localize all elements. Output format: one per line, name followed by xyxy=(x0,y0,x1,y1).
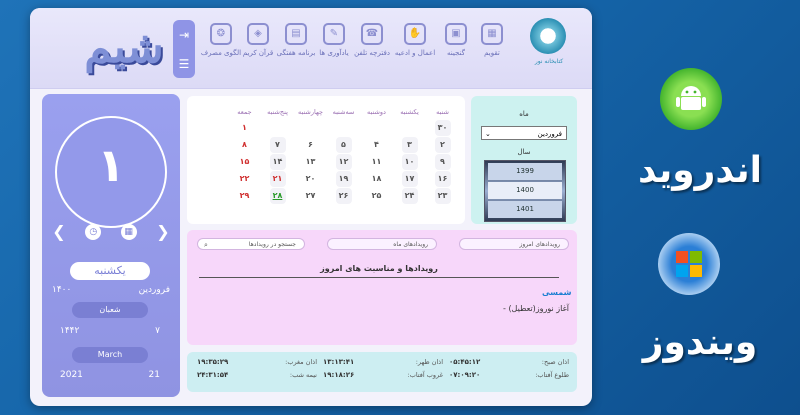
chevron-down-icon: ⌄ xyxy=(485,130,491,138)
weekly-icon: ▤ xyxy=(285,23,307,45)
calendar-day[interactable]: ۲۰ xyxy=(305,174,316,183)
calendar-day xyxy=(303,120,319,136)
calendar-day[interactable]: ۱۲ xyxy=(336,154,352,170)
events-panel xyxy=(187,230,577,345)
prayer-col-morning xyxy=(449,358,569,384)
calendar-day[interactable]: ۲۶ xyxy=(336,188,352,204)
prayer-icon: ✋ xyxy=(404,23,426,45)
calendar-day[interactable]: ۶ xyxy=(308,140,313,149)
solar-date: ۱۴۰۰ فروردین xyxy=(52,285,170,295)
calendar-day[interactable]: ۵ xyxy=(336,137,352,153)
toolbar-item-consumption[interactable]: ❂ الگوی مصرف xyxy=(202,23,240,57)
weekday-sun: یکشنبه xyxy=(400,108,419,116)
toolbar-item-phonebook[interactable]: ☎ دفترچه تلفن xyxy=(352,23,392,57)
windows-label: ویندوز xyxy=(642,322,758,363)
month-select[interactable]: ⌄ فروردین xyxy=(481,126,567,140)
brand-logo: شیم xyxy=(84,22,164,73)
toolbar-item-prayers[interactable]: ✋ اعمال و ادعیه xyxy=(392,23,438,57)
calendar-day[interactable]: ۲۲ xyxy=(239,174,250,183)
calendar-day[interactable]: ۱۵ xyxy=(239,157,250,166)
calendar-day xyxy=(270,120,286,136)
calendar-day[interactable]: ۲۳ xyxy=(435,188,451,204)
top-toolbar xyxy=(30,8,592,89)
weekday-thu: پنج‌شنبه xyxy=(267,108,288,116)
prayer-col-evening xyxy=(197,358,317,384)
toolbar-item-weekly[interactable]: ▤ برنامه هفتگی xyxy=(276,23,316,57)
year-option[interactable]: 1399 xyxy=(488,163,562,180)
weekday-wed: چهارشنبه xyxy=(298,108,323,116)
app-logo-text: کتابخانه نور xyxy=(534,58,564,65)
year-option-selected[interactable]: 1400 xyxy=(488,182,562,199)
consumption-icon: ❂ xyxy=(210,23,232,45)
calendar-day[interactable]: ۱۹ xyxy=(336,171,352,187)
window-controls xyxy=(173,20,195,78)
solar-badge: شمسی xyxy=(542,288,572,297)
calendar-day[interactable]: ۲۱ xyxy=(270,171,286,187)
calendar-day[interactable]: ۲ xyxy=(435,137,451,153)
reminder-icon: ✎ xyxy=(323,23,345,45)
prayer-col-noon xyxy=(323,358,443,384)
weekday-label: یکشنبه xyxy=(70,262,150,280)
month-calendar xyxy=(187,96,465,224)
android-label: اندروید xyxy=(637,150,763,191)
day-number: ۱ xyxy=(96,138,126,192)
weekday-fri: جمعه xyxy=(237,108,252,116)
year-option[interactable]: 1401 xyxy=(488,201,562,218)
tab-today-events[interactable]: رویدادهای امروز xyxy=(459,238,569,250)
calendar-day[interactable]: ۱۰ xyxy=(402,154,418,170)
search-icon: ⌕ xyxy=(204,241,208,249)
calendar-day[interactable]: ۱۶ xyxy=(435,171,451,187)
toolbar-item-reminders[interactable]: ✎ یادآوری ها xyxy=(316,23,352,57)
android-icon xyxy=(660,68,722,130)
calendar-day[interactable]: ۲۷ xyxy=(305,191,316,200)
event-tabs xyxy=(197,238,569,250)
today-panel xyxy=(42,94,180,397)
calendar-day[interactable]: ۲۸ xyxy=(270,188,286,204)
exit-icon[interactable]: ⇥ xyxy=(178,27,190,42)
today-icon[interactable]: ◷ xyxy=(85,224,101,240)
toolbar-item-calendar[interactable]: ▦ تقویم xyxy=(474,23,510,57)
chevron-left-icon[interactable]: ❮ xyxy=(52,222,66,241)
calendar-day[interactable]: ۱ xyxy=(242,123,247,132)
calendar-grid xyxy=(187,116,465,205)
calendar-day[interactable]: ۸ xyxy=(242,140,247,149)
treasure-icon: ▣ xyxy=(445,23,467,45)
hijri-month: شعبان xyxy=(72,302,148,318)
calendar-day[interactable]: ۲۵ xyxy=(371,191,382,200)
toolbar-item-treasure[interactable]: ▣ گنجینه xyxy=(438,23,474,57)
month-year-picker xyxy=(471,96,577,224)
year-list[interactable] xyxy=(484,160,566,222)
weekday-header xyxy=(187,96,465,116)
calendar-column xyxy=(261,120,294,205)
tab-month-events[interactable]: رویدادهای ماه xyxy=(327,238,437,250)
quran-icon: ◈ xyxy=(247,23,269,45)
chevron-right-icon[interactable]: ❯ xyxy=(156,222,170,241)
calendar-column xyxy=(393,120,426,205)
calendar-day[interactable]: ۷ xyxy=(270,137,286,153)
events-divider xyxy=(199,277,559,278)
calendar-day[interactable]: ۱۳ xyxy=(305,157,316,166)
calendar-day[interactable]: ۳۰ xyxy=(435,120,451,136)
calendar-day xyxy=(369,120,385,136)
prayer-row: اذان ظهر: ۱۳:۱۳:۴۱ xyxy=(323,358,443,366)
calendar-day[interactable]: ۱۴ xyxy=(270,154,286,170)
toolbar-menu xyxy=(202,23,510,57)
calendar-day[interactable]: ۴ xyxy=(374,140,379,149)
calendar-day xyxy=(336,120,352,136)
prayer-row: غروب آفتاب: ۱۹:۱۸:۲۶ xyxy=(323,371,443,379)
calendar-column xyxy=(294,120,327,205)
windows-icon xyxy=(658,233,720,295)
day-nav xyxy=(52,222,170,241)
toolbar-item-quran[interactable]: ◈ قرآن کریم xyxy=(240,23,276,57)
calendar-jump-icon[interactable]: ▦ xyxy=(121,224,137,240)
app-window xyxy=(30,8,592,406)
app-logo-icon xyxy=(530,18,566,54)
event-item: - آغاز نوروز(تعطیل) xyxy=(503,304,569,313)
calendar-day[interactable]: ۹ xyxy=(435,154,451,170)
weekday-tue: سه‌شنبه xyxy=(332,108,355,116)
prayer-row: اذان صبح: ۰۵:۴۵:۱۲ xyxy=(449,358,569,366)
phonebook-icon: ☎ xyxy=(361,23,383,45)
prayer-row: طلوع آفتاب: ۰۷:۰۹:۲۰ xyxy=(449,371,569,379)
calendar-column xyxy=(426,120,459,205)
calendar-day[interactable]: ۳ xyxy=(402,137,418,153)
hijri-date: ۱۴۴۲ ۷ xyxy=(60,326,160,336)
calendar-day[interactable]: ۱۸ xyxy=(371,174,382,183)
event-search-input[interactable]: ⌕ جستجو در رویدادها xyxy=(197,238,305,250)
calendar-day[interactable]: ۲۴ xyxy=(402,188,418,204)
calendar-column xyxy=(360,120,393,205)
calendar-day xyxy=(402,120,418,136)
greg-month: March xyxy=(72,347,148,363)
calendar-day[interactable]: ۲۹ xyxy=(239,191,250,200)
weekday-mon: دوشنبه xyxy=(367,108,386,116)
prayer-row: نیمه شب: ۲۴:۳۱:۵۴ xyxy=(197,371,317,379)
calendar-day[interactable]: ۱۱ xyxy=(371,157,382,166)
month-label: ماه xyxy=(519,110,529,118)
settings-sliders-icon[interactable]: ☰ xyxy=(178,56,190,71)
events-title: رویدادها و مناسبت های امروز xyxy=(320,264,438,273)
greg-date: 2021 21 xyxy=(60,370,160,380)
weekday-sat: شنبه xyxy=(436,108,449,116)
year-label: سال xyxy=(517,148,531,156)
calendar-column xyxy=(327,120,360,205)
calendar-column xyxy=(228,120,261,205)
day-circle xyxy=(55,116,167,228)
calendar-day[interactable]: ۱۷ xyxy=(402,171,418,187)
prayer-row: اذان مغرب: ۱۹:۳۵:۲۹ xyxy=(197,358,317,366)
calendar-icon: ▦ xyxy=(481,23,503,45)
prayer-times xyxy=(187,352,577,392)
